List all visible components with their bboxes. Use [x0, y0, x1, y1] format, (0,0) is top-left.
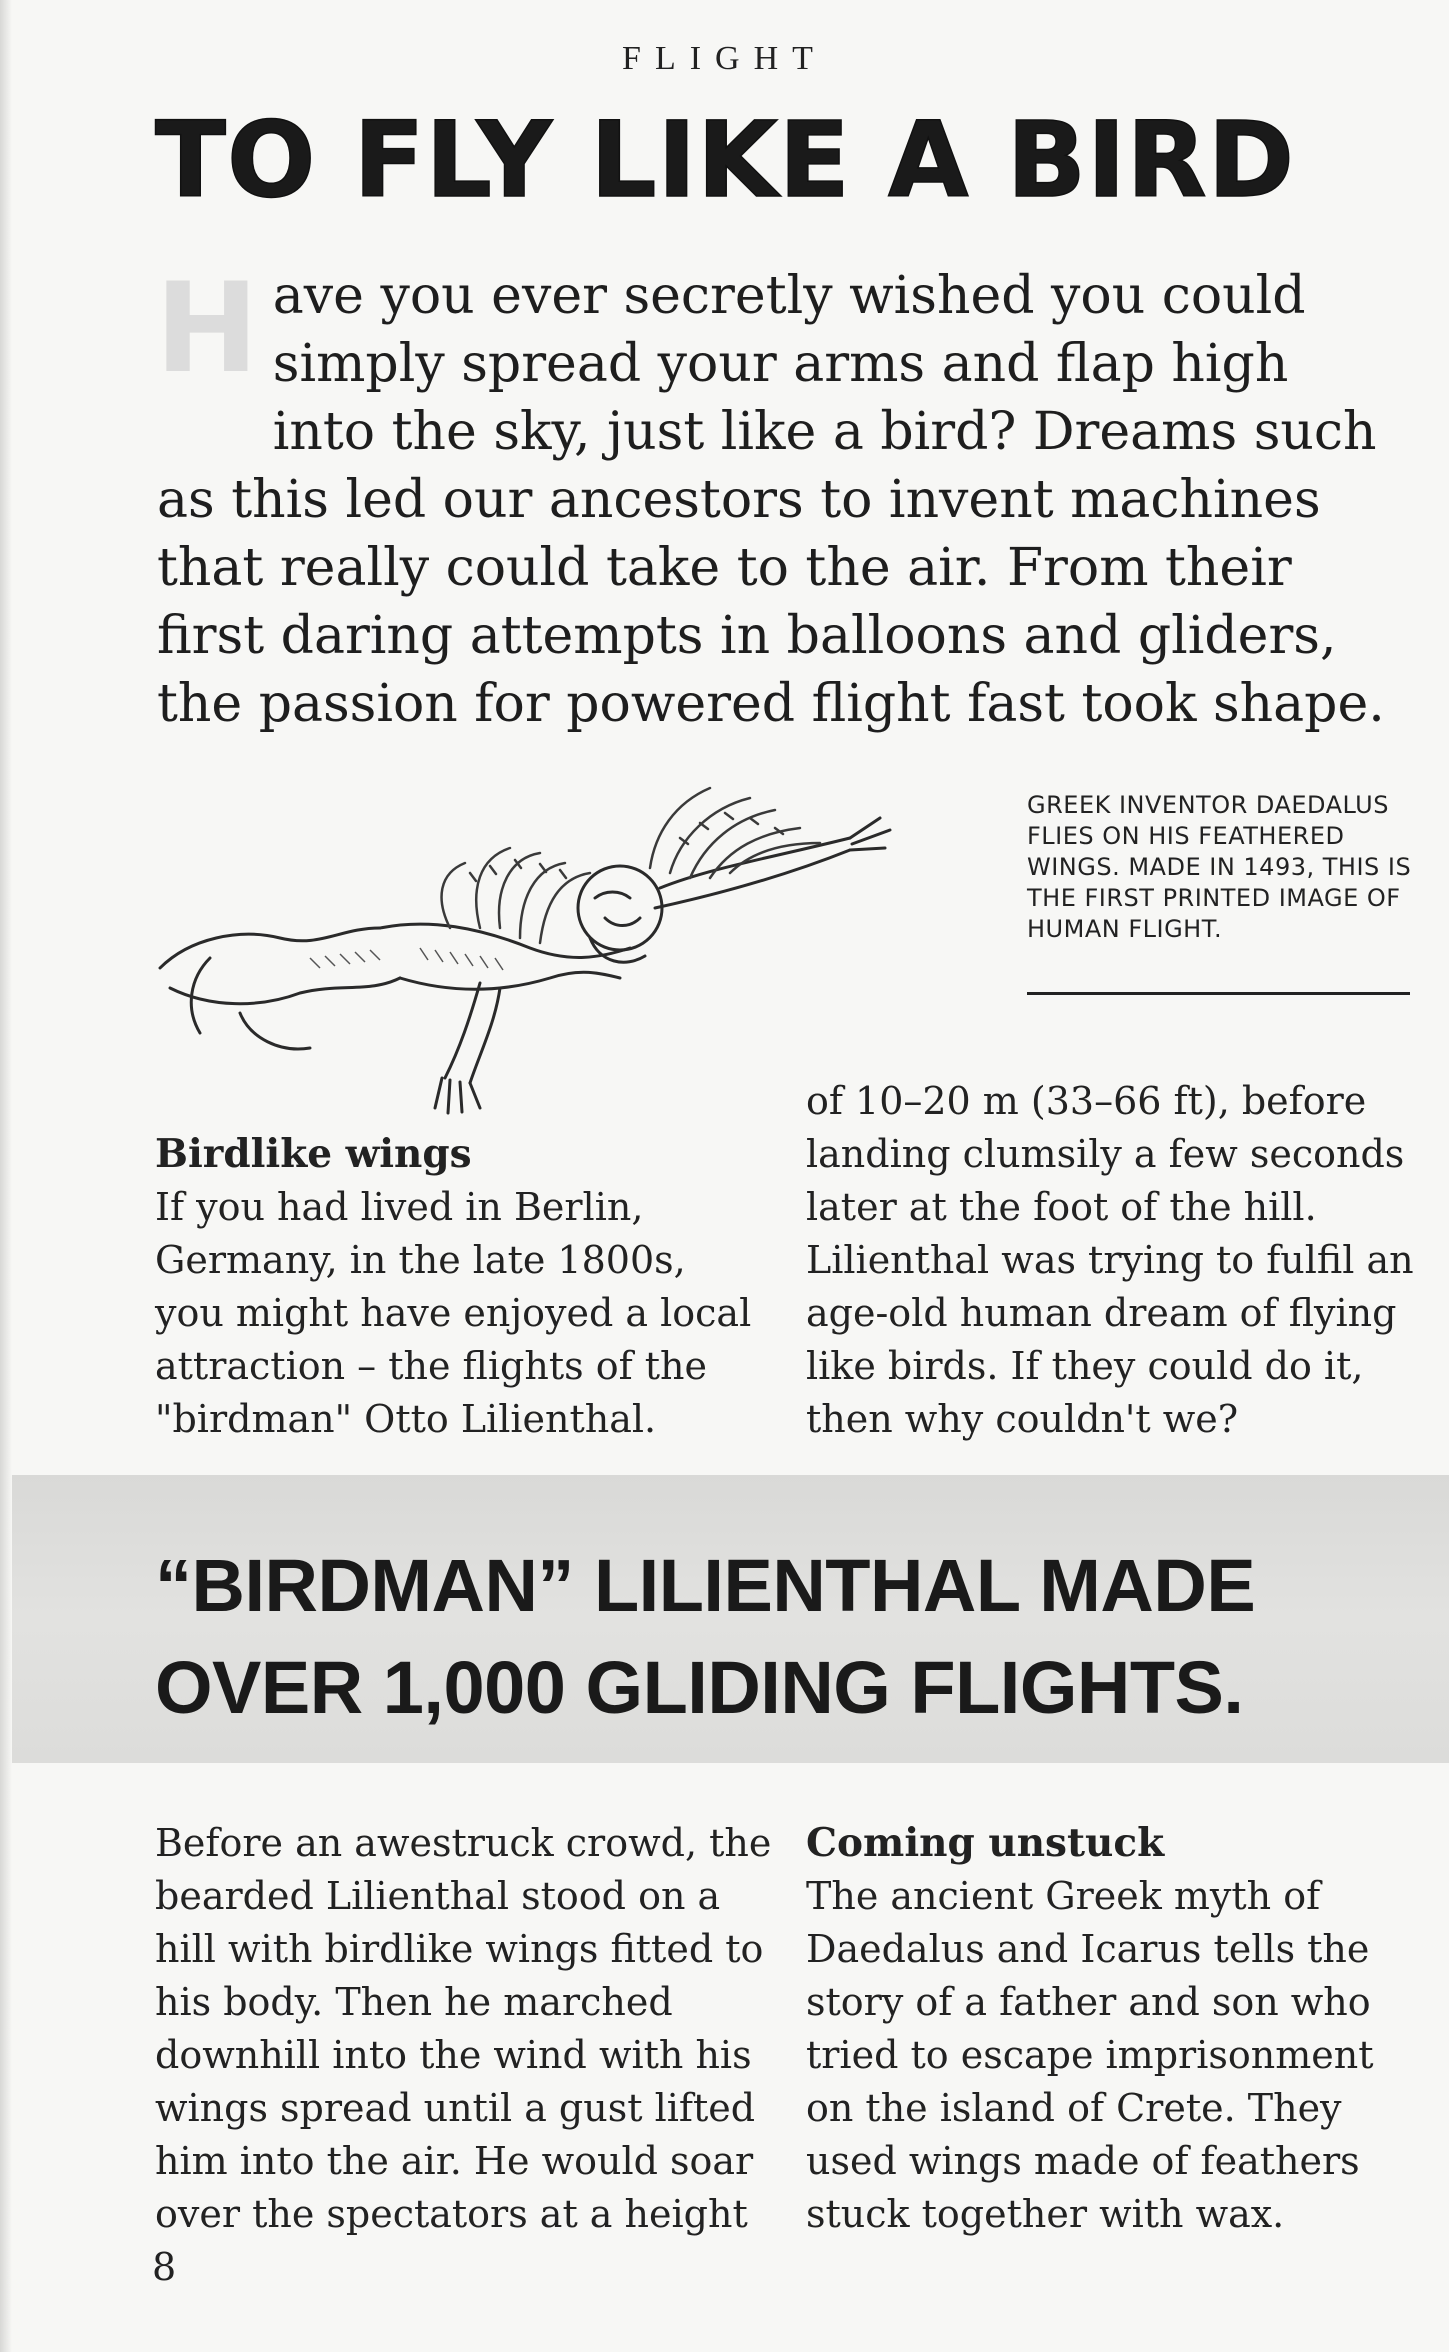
- birdlike-wings-heading: Birdlike wings: [155, 1131, 472, 1177]
- intro-paragraph: [155, 257, 1387, 738]
- lilienthal-paragraph: Before an awestruck crowd, the bearded Lilienthal stood on a hill with birdlike wings fitted to his body. Then he marched downhill into the wind with his wings spread until a gust lifted him into the air. He would soar over the spectators at a height: [155, 1821, 772, 2236]
- coming-unstuck-body: The ancient Greek myth of Daedalus and Icarus tells the story of a father and son who tried to escape imprisonment on the island of Crete. They used wings made of feathers stuck together with wax.: [806, 1874, 1374, 2236]
- page-title: TO FLY LIKE A BIRD: [155, 99, 1296, 221]
- drop-cap: H: [155, 257, 259, 401]
- birdlike-wings-section: [155, 1128, 765, 1446]
- coming-unstuck-heading: Coming unstuck: [806, 1820, 1165, 1866]
- intro-text: ave you ever secretly wished you could simply spread your arms and flap high into the sky, just like a bird? Dreams such as this led our ancestors to invent machines that really could take to the air. From their first daring attempts in balloons and gliders, the passion for powered flight fast took shape.: [157, 266, 1385, 734]
- birdlike-wings-body: If you had lived in Berlin, Germany, in the late 1800s, you might have enjoyed a local attraction – the flights of the "birdman" Otto Lilienthal.: [155, 1185, 752, 1441]
- coming-unstuck-section: [806, 1817, 1416, 2241]
- running-head: FLIGHT: [622, 40, 827, 77]
- page-number: 8: [152, 2245, 177, 2289]
- caption-divider: [1027, 992, 1410, 995]
- image-caption: GREEK INVENTOR DAEDALUS FLIES ON HIS FEATHERED WINGS. MADE IN 1493, THIS IS THE FIRST PRINTED IMAGE OF HUMAN FLIGHT.: [1027, 791, 1412, 943]
- page-edge-shadow: [0, 0, 12, 2352]
- continuation-paragraph: of 10–20 m (33–66 ft), before landing clumsily a few seconds later at the foot of the hill. Lilienthal was trying to fulfil an age-old human dream of flying like birds. If they could do it, then why couldn't we?: [806, 1079, 1414, 1441]
- pull-quote: “BIRDMAN” LILIENTHAL MADE OVER 1,000 GLIDING FLIGHTS.: [155, 1544, 1256, 1729]
